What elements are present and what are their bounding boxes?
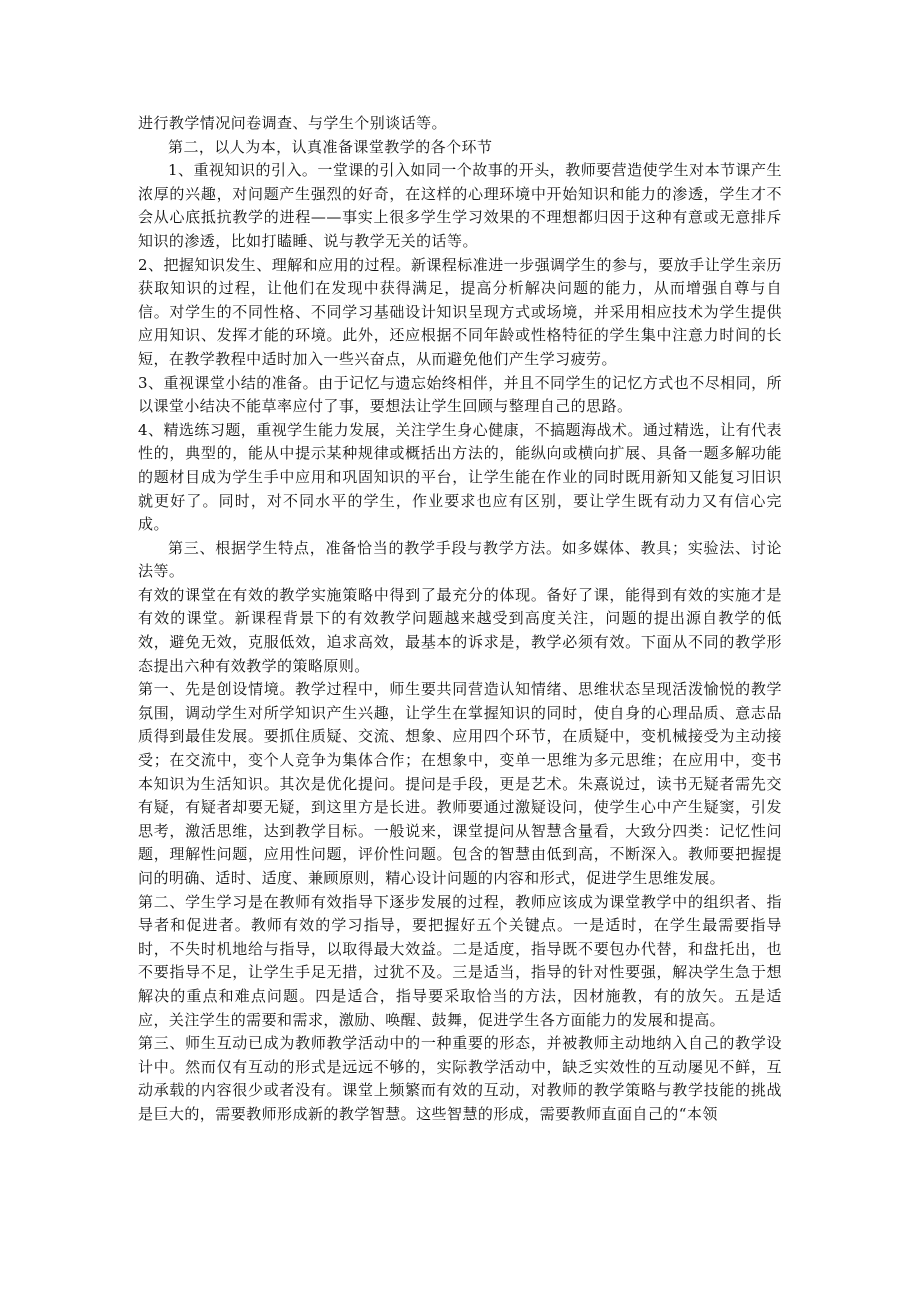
paragraph-6: 4、精选练习题，重视学生能力发展，关注学生身心健康，不搞题海战术。通过精选，让有代表性的，典型的，能从中提示某种规律或概括出方法的，能纵向或横向扩展、具备一题多解功能的题材目成为学生手中应用和巩固知识的平台，让学生能在作业的同时既用新知又能复习旧识就更好了。同时，对不同水平的学生，作业要求也应有区别，要让学生既有动力又有信心完成。 [138, 420, 782, 534]
paragraph-9: 第一、先是创设情境。教学过程中，师生要共同营造认知情绪、思维状态呈现活泼愉悦的教学氛围，调动学生对所学知识产生兴趣，让学生在掌握知识的同时，使自身的心理品质、意志品质得到最佳发展。要抓住质疑、交流、想象、应用四个环节，在质疑中，变机械接受为主动接受；在交流中，变个人竞争为集体合作；在想象中，变单一思维为多元思维；在应用中，变书本知识为生活知识。其次是优化提问。提问是手段，更是艺术。朱熹说过，读书无疑者需先交有疑，有疑者却要无疑，到这里方是长进。教师要通过激疑设问，使学生心中产生疑窦，引发思考，激活思维，达到教学目标。一般说来，课堂提问从智慧含量看，大致分四类：记忆性问题，理解性问题，应用性问题，评价性问题。包含的智慧由低到高，不断深入。教师要把握提问的明确、适时、适度、兼顾原则，精心设计问题的内容和形式，促进学生思维发展。 [138, 680, 782, 887]
paragraph-10: 第二、学生学习是在教师有效指导下逐步发展的过程，教师应该成为课堂教学中的组织者、指导者和促进者。教师有效的学习指导，要把握好五个关键点。一是适时，在学生最需要指导时，不失时机地给与指导，以取得最大效益。二是适度，指导既不要包办代替，和盘托出，也不要指导不足，让学生手足无措，过犹不及。三是适当，指导的针对性要强，解决学生急于想解决的重点和难点问题。四是适合，指导要采取恰当的方法，因材施教，有的放矢。五是适应，关注学生的需要和需求，激励、唤醒、鼓舞，促进学生各方面能力的发展和提高。 [138, 892, 782, 1029]
paragraph-1: 进行教学情况问卷调查、与学生个别谈话等。 [138, 114, 448, 132]
paragraph-5: 3、重视课堂小结的准备。由于记忆与遗忘始终相伴，并且不同学生的记忆方式也不尽相同，所以课堂小结决不能草率应付了事，要想法让学生回顾与整理自己的思路。 [138, 373, 782, 416]
paragraph-2: 第二，以人为本，认真准备课堂教学的各个环节 [168, 137, 493, 156]
paragraph-4: 2、把握知识发生、理解和应用的过程。新课程标准进一步强调学生的参与，要放手让学生亲历获取知识的过程，让他们在发现中获得满足，提高分析解决问题的能力，从而增强自尊与自信。对学生的不同性格、不同学习基础设计知识呈现方式或场境，并采用相应技术为学生提供应用知识、发挥才能的环境。此外，还应根据不同年龄或性格特征的学生集中注意力时间的长短，在教学教程中适时加入一些兴奋点，从而避免他们产生学习疲劳。 [138, 255, 782, 368]
paragraph-7: 第三、根据学生特点，准备恰当的教学手段与教学方法。如多媒体、教具；实验法、讨论法等。 [138, 538, 782, 581]
document-body [138, 112, 782, 1127]
paragraph-11: 第三、师生互动已成为教师教学活动中的一种重要的形态，并被教师主动地纳入自己的教学设计中。然而仅有互动的形式是远远不够的，实际教学活动中，缺乏实效性的互动屡见不鲜，互动承载的内容很少或者没有。课堂上频繁而有效的互动，对教师的教学策略与教学技能的挑战是巨大的，需要教师形成新的教学智慧。这些智慧的形成，需要教师直面自己的“本领 [138, 1034, 782, 1123]
paragraph-3: 1、重视知识的引入。一堂课的引入如同一个故事的开头，教师要营造使学生对本节课产生浓厚的兴趣，对问题产生强烈的好奇，在这样的心理环境中开始知识和能力的渗透，学生才不会从心底抵抗教学的进程——事实上很多学生学习效果的不理想都归因于这种有意或无意排斥知识的渗透，比如打瞌睡、说与教学无关的话等。 [138, 161, 782, 250]
paragraph-8: 有效的课堂在有效的教学实施策略中得到了最充分的体现。备好了课，能得到有效的实施才是有效的课堂。新课程背景下的有效教学问题越来越受到高度关注，问题的提出源自教学的低效，避免无效，克服低效，追求高效，最基本的诉求是，教学必须有效。下面从不同的教学形态提出六种有效教学的策略原则。 [138, 585, 782, 675]
